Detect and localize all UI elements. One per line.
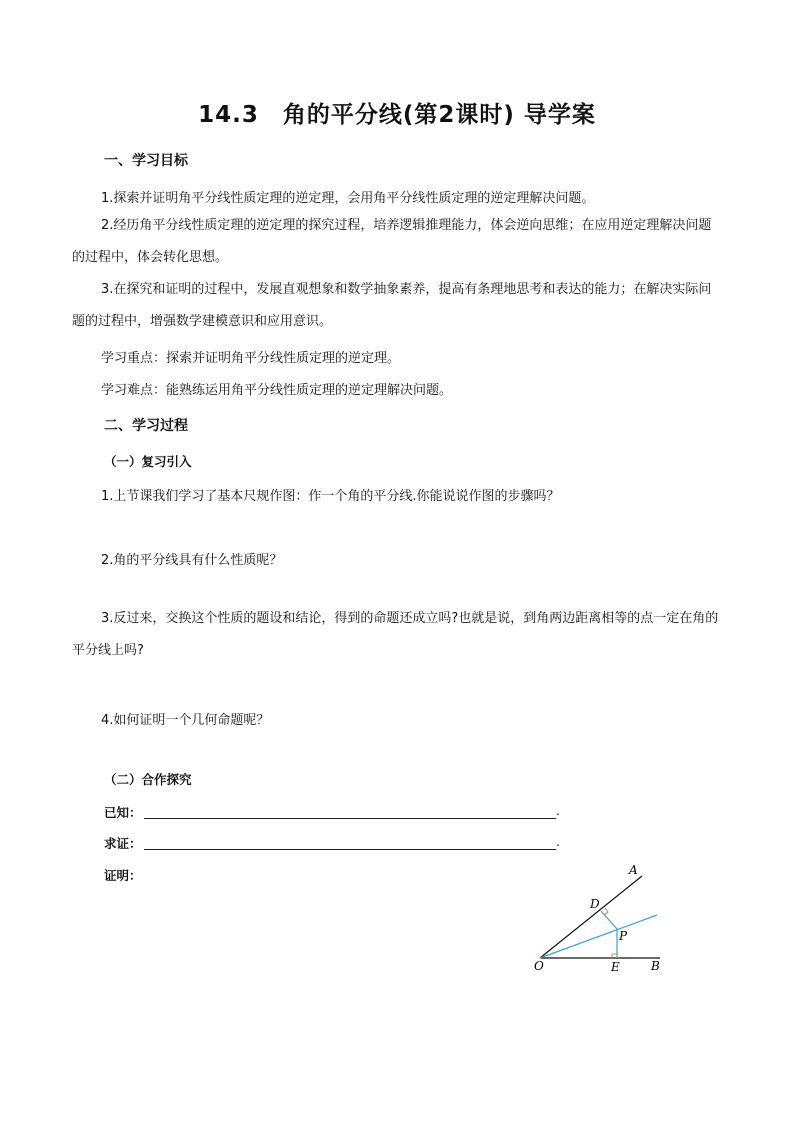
label-o: O [534,959,544,973]
goal-2: 2.经历角平分线性质定理的逆定理的探究过程，培养逻辑推理能力，体会逆向思维；在应用逆定理解决问题的过程中，体会转化思想。 [72,218,712,265]
bisector-line [540,915,657,958]
part-heading-explore: （二）合作探究 [104,772,192,787]
label-a: A [629,863,638,877]
angle-bisector-figure [520,858,700,983]
key-point: 学习重点：探索并证明角平分线性质定理的逆定理。 [101,351,401,366]
right-angle-mark-d [604,908,608,915]
section-heading-process: 二、学习过程 [104,418,188,434]
known-blank[interactable] [144,818,556,819]
label-b: B [651,959,660,973]
label-d: D [590,897,600,911]
prove-label: 求证： [104,836,142,851]
question-1: 1.上节课我们学习了基本尺规作图：作一个角的平分线.你能说说作图的步骤吗？ [101,489,560,504]
known-period: . [556,804,560,818]
label-e: E [611,960,620,974]
known-label: 已知： [104,805,142,820]
ray-oa [540,876,642,958]
segment-pd [601,911,617,929]
difficulty: 学习难点：能熟练运用角平分线性质定理的逆定理解决问题。 [101,383,453,398]
section-heading-goals: 一、学习目标 [104,153,188,169]
proof-label: 证明： [104,868,142,883]
goal-3: 3.在探究和证明的过程中，发展直观想象和数学抽象素养，提高有条理地思考和表达的能力；在解决实际问题的过程中，增强数学建模意识和应用意识。 [72,282,712,329]
question-4: 4.如何证明一个几何命题呢？ [101,713,270,728]
prove-period: . [556,835,560,849]
prove-blank[interactable] [144,849,556,850]
question-3: 3.反过来，交换这个性质的题设和结论，得到的命题还成立吗?也就是说，到角两边距离相等的点一定在角的平分线上吗? [72,611,719,658]
goal-1: 1.探索并证明角平分线性质定理的逆定理，会用角平分线性质定理的逆定理解决问题。 [101,191,595,206]
label-p: P [619,929,628,943]
question-2: 2.角的平分线具有什么性质呢？ [101,553,283,568]
part-heading-review: （一）复习引入 [104,454,192,469]
page-title: 14.3 角的平分线(第2课时) 导学案 [198,102,596,128]
